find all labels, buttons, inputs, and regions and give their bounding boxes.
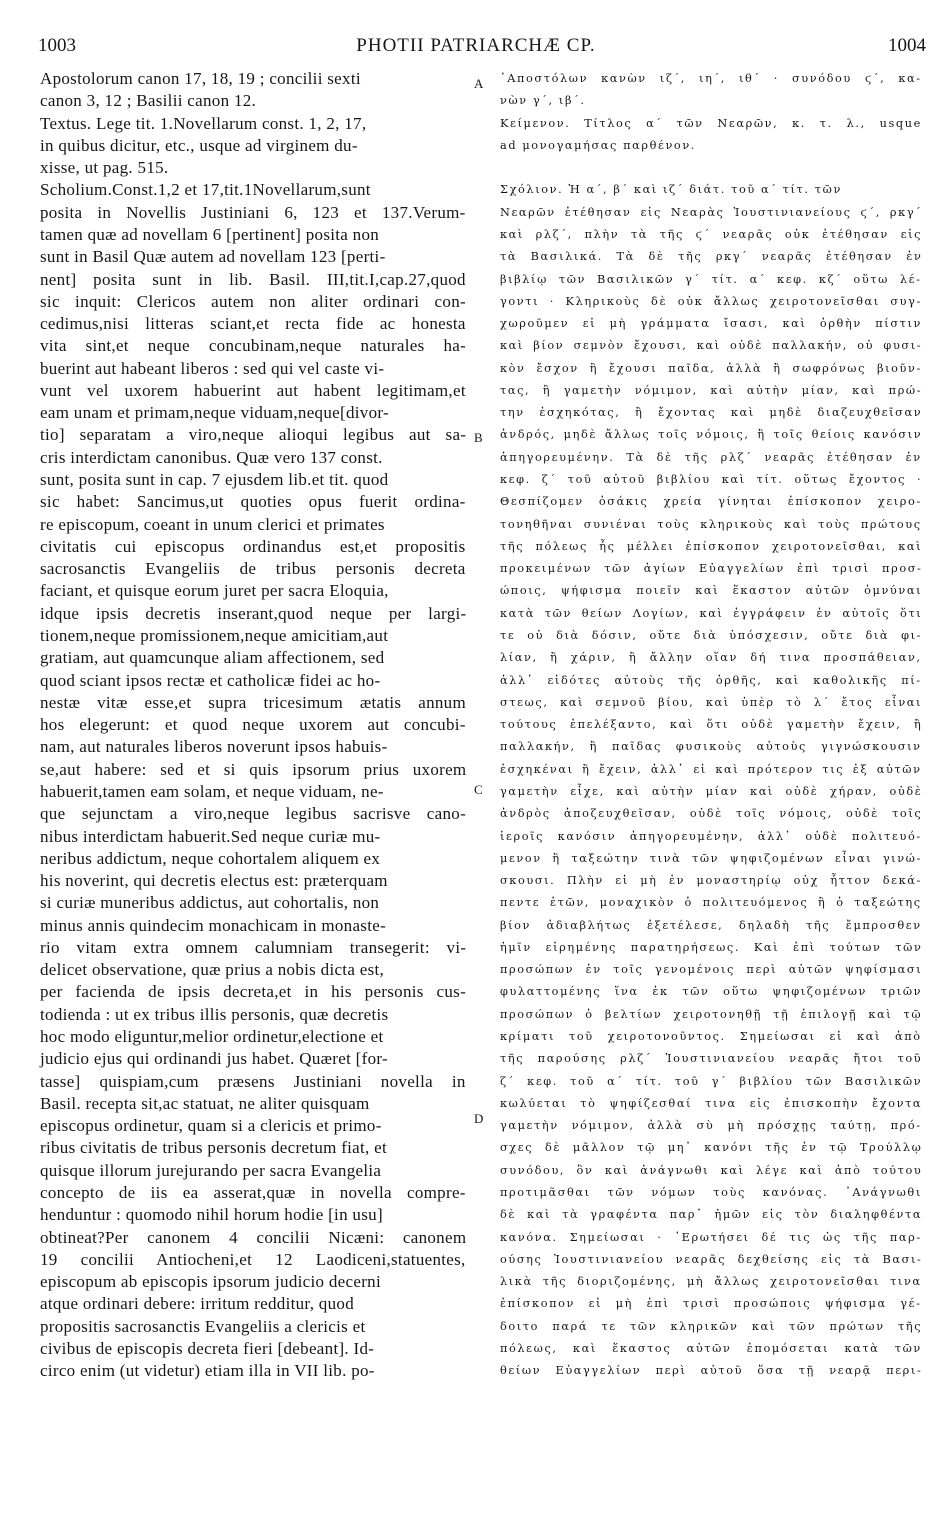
greek-line-29: στεως, καὶ σεμνοῦ βίου, καὶ ὑπὲρ τὸ λ΄ ἔτος εἶναι [500, 695, 923, 709]
latin-line-29: nestæ vitæ esse,et supra tricesimum ætatis annum [40, 692, 466, 712]
greek-line-30: τούτους ἐπελέξαντο, καὶ ὅτι οὐδὲ γαμετὴν ἔχειν, ἢ [500, 718, 923, 732]
latin-line-7: posita in Novellis Justiniani 6, 123 et 137.Verum- [40, 202, 466, 222]
latin-line-58: civibus de episcopis decreta fieri [debeant]. Id- [40, 1338, 375, 1358]
latin-line-25: idque ipsis decretis inserant,quod neque per largi- [40, 603, 467, 623]
greek-line-49: σχες δὲ μᾶλλον τῷ μη᾿ κανόνι τῆς ἐν τῷ Τρούλλῳ [500, 1141, 923, 1155]
greek-line-53: κανόνα. Σημείωσαι · ᾿Ερωτήσει δέ τις ὡς τῆς παρ- [500, 1230, 922, 1244]
greek-line-26: τε οὐ διὰ δόσιν, οὔτε διὰ ὑπόσχεσιν, οὔτε διὰ φι- [500, 629, 923, 642]
right-page-number: 1004 [888, 35, 926, 56]
greek-line-48: γαμετὴν νόμιμον, ἀλλὰ σὺ μὴ πρόσχῃς ταύτῃ, πρό- [500, 1119, 922, 1133]
greek-line-51: προτιμᾶσθαι τῶν νόμων τοὺς κανόνας. ᾿Ανάγνωθι [500, 1186, 922, 1199]
latin-line-31: nam, aut naturales liberos noverunt ipsos habuis- [40, 737, 388, 757]
latin-line-53: obtineat?Per canonem 4 concilii Nicæni: canonem [40, 1227, 467, 1247]
greek-line-6: Σχόλιον. Ἡ α΄, β΄ καὶ ιζ΄ διάτ. τοῦ α΄ τίτ. τῶν [500, 183, 842, 197]
latin-line-27: gratiam, aut quamcunque aliam affectionem, sed [40, 648, 385, 668]
greek-line-31: παλλακήν, ἢ παῖδας φυσικοὺς αὐτοὺς γιγνώσκουσιν [500, 740, 922, 754]
latin-line-1: Apostolorum canon 17, 18, 19 ; concilii sexti [40, 69, 361, 88]
latin-line-37: his noverint, qui decretis electus est: præterquam [40, 871, 388, 891]
greek-line-52: δὲ καὶ τὰ γραφέντα παρ᾿ ἡμῶν εἰς τὸν διαληφθέντα [500, 1208, 923, 1222]
greek-line-3: Κείμενον. Τίτλος α΄ τῶν Νεαρῶν, κ. τ. λ., usque [500, 116, 922, 130]
greek-line-12: χωροῦμεν εἰ μὴ γράμματα ἴσασι, καὶ ὀρθὴν πίστιν [500, 317, 922, 331]
latin-line-34: que sejunctam a viro,neque legibus sacrisve cano- [40, 804, 467, 824]
greek-line-34: ἀνδρὸς ἀποζευχθεῖσαν, οὐδὲ τοῖς νόμοις, οὐδὲ τοῖς [500, 807, 923, 821]
greek-line-40: ἡμῖν εἰρημένης παρατηρήσεως. Καὶ ἐπὶ τούτων τῶν [500, 940, 923, 954]
latin-line-9: sunt in Basil Quæ autem ad novellam 123 [perti- [40, 247, 386, 267]
greek-line-47: κωλύεται τὸ ψηφίζεσθαί τινα εἰς ἐπισκοπὴν ἔχοντα [500, 1096, 923, 1110]
greek-line-54: ούσης Ἰουστινιανείου νεαρᾶς δεχθείσης εἰς τὰ Βασι- [500, 1252, 923, 1266]
latin-line-40: rio vitam extra omnem calumniam transegerit: vi- [40, 937, 467, 957]
greek-line-57: δοιτο παρά τε τῶν κληρικῶν καὶ τῶν πρώτων τῆς [500, 1319, 923, 1333]
page-header [0, 0, 952, 70]
latin-line-35: nibus interdictam habuerit.Sed neque curiæ mu- [40, 826, 381, 846]
latin-line-28: quod sciant ipsos rectæ et catholicæ fidei ac ho- [40, 670, 381, 690]
margin-letter-c: C [474, 782, 483, 797]
latin-line-15: vunt vel uxorem habuerint aut habent legitimam,et [40, 380, 466, 400]
greek-line-22: τῆς πόλεως ἧς μέλλει ἐπίσκοπον χειροτονεῖσθαι, καὶ [500, 539, 923, 553]
latin-line-56: atque ordinari debere: irritum redditur, quod [40, 1294, 354, 1314]
greek-line-33: γαμετὴν εἶχε, καὶ αὐτὴν μίαν καὶ οὐδὲ χήραν, οὐδὲ [500, 784, 923, 798]
greek-line-55: λικὰ τῆς διοριζομένης, μὴ ἄλλως χειροτονεῖσθαι τινα [500, 1275, 922, 1289]
left-page-number: 1003 [38, 35, 76, 56]
latin-line-59: circo enim (ut videtur) etiam illa in VII lib. po- [40, 1361, 375, 1381]
latin-line-42: per facienda de ipsis decreta,et in his personis cus- [40, 982, 467, 1002]
latin-line-43: todienda : ut ex tribus illis personis, quæ decretis [40, 1004, 389, 1024]
latin-line-17: tio] separatam a viro,neque alioqui legibus aut sa- [40, 425, 467, 445]
greek-line-39: βίον ἀδιαβλήτως ἐξετέλεσε, δηλαδὴ τῆς ἔμπροσθεν [500, 918, 922, 932]
latin-line-51: concepto de iis ea asserat,quæ in novella compre- [40, 1183, 466, 1202]
greek-line-43: προσώπων ὁ βελτίων χειροτονηθῇ τῇ ἐπιλογῇ καὶ τῷ [500, 1007, 923, 1021]
greek-line-16: την ἐσχηκότας, ἢ ἔχοντας καὶ μηδὲ διαζευχθεῖσαν [500, 406, 923, 420]
greek-line-17: ἀνδρός, μηδὲ ἄλλως τοῖς νόμοις, ἢ τοῖς θείοις κανόσιν [500, 428, 923, 442]
greek-line-19: κεφ. ζ΄ τοῦ αὐτοῦ βιβλίου καὶ τίτ. οὕτως ἔχοντος · [500, 473, 923, 487]
greek-line-50: συνόδου, ὃν καὶ ἀνάγνωθι καὶ λέγε καὶ ἀπὸ τούτου [500, 1163, 923, 1177]
greek-line-10: βιβλίῳ τῶν Βασιλικῶν γ΄ τίτ. α΄ κεφ. κζ΄ οὕτω λέ- [500, 272, 922, 286]
latin-line-26: tionem,neque promissionem,neque amicitiam,aut [40, 626, 389, 645]
greek-line-59: θείων Εὐαγγελίων περὶ αὐτοῦ ὅσα τῇ νεαρᾷ περι- [500, 1364, 923, 1378]
greek-line-20: Θεσπίζομεν ὁσάκις χρεία γίνηται ἐπίσκοπον χειρο- [500, 495, 922, 509]
latin-line-48: episcopus ordinetur, quam si a clericis et primo- [40, 1116, 382, 1136]
latin-line-20: sic habet: Sancimus,ut quoties opus fuerit ordina- [40, 492, 466, 512]
greek-line-21: τονηθῆναι συνιέναι τοὺς κληρικοὺς καὶ τοὺς πρώτους [500, 517, 922, 531]
greek-line-9: τὰ Βασιλικά. Τὰ δὲ τῆς ρκγ΄ νεαρᾶς ἐτέθησαν ἐν [500, 250, 923, 264]
margin-letter-d: D [474, 1111, 484, 1126]
greek-line-56: ἐπίσκοπον εἰ μὴ ἐπὶ τρισὶ προσώποις ψήφισμα γέ- [500, 1297, 922, 1311]
latin-line-45: judicio ejus qui ordinandi jus habet. Quæret [for- [40, 1049, 388, 1069]
margin-letter-b: B [474, 430, 483, 445]
greek-line-27: λίαν, ἢ χάριν, ἢ ἄλλην οἵαν δή τινα προσπάθειαν, [500, 651, 922, 665]
latin-line-19: sunt, posita sunt in cap. 7 ejusdem lib.et tit. quod [40, 470, 389, 490]
greek-line-32: ἐσχηκέναι ἢ ἔχειν, ἀλλ᾿ εἰ καὶ πρότερον τις ἐξ αὐτῶν [500, 762, 922, 776]
latin-line-18: cris interdictam canonibus. Quæ vero 137 const. [40, 447, 383, 467]
greek-line-46: ζ΄ κεφ. τοῦ α΄ τίτ. τοῦ γ΄ βιβλίου τῶν Βασιλικῶν [500, 1074, 923, 1088]
latin-line-4: in quibus dicitur, etc., usque ad virginem du- [40, 135, 358, 155]
greek-line-23: προκειμένων τῶν ἁγίων Εὐαγγελίων ἐπὶ τρισὶ προσ- [500, 562, 923, 576]
greek-line-8: καὶ ρλζ΄, πλὴν τὰ τῆς ϛ΄ νεαρᾶς οὐκ ἐτέθησαν εἰς [500, 227, 923, 241]
greek-line-42: φυλαττομένης ἵνα ἐκ τῶν οὕτω ψηφιζομένων τριῶν [500, 985, 923, 999]
greek-line-4: ad μονογαμήσας παρθένον. [500, 138, 696, 152]
latin-line-39: minus annis quindecim monachicam in monaste- [40, 915, 387, 935]
greek-line-2: νὼν γ΄, ιβ΄. [500, 94, 586, 108]
greek-line-44: κρίματι τοῦ χειροτονοῦντος. Σημείωσαι εἰ καὶ ἀπὸ [500, 1030, 922, 1044]
latin-line-44: hoc modo eliguntur,melior ordinetur,electione et [40, 1027, 384, 1047]
latin-line-30: hos elegerunt: et quod neque uxorem aut concubi- [40, 715, 466, 735]
greek-line-14: κὸν ἔσχον ἢ ἔχουσι παῖδα, ἀλλὰ ἢ σωφρόνως βιοῦν- [500, 361, 922, 375]
greek-line-45: τῆς παρούσης ρλζ΄ Ἰουστινιανείου νεαρᾶς ἤτοι τοῦ [500, 1052, 923, 1066]
greek-line-25: κατὰ τῶν θείων Λογίων, καὶ ἐγγράφειν ἐν αὐτοῖς ὅτι [500, 606, 923, 620]
latin-line-50: quisque illorum jurejurando per sacra Evangelia [40, 1160, 382, 1180]
latin-line-57: propositis sacrosanctis Evangeliis a clericis et [40, 1316, 366, 1336]
latin-line-49: ribus civitatis de tribus personis decretum fiat, et [40, 1138, 388, 1158]
latin-line-3: Textus. Lege tit. 1.Novellarum const. 1, 2, 17, [40, 113, 367, 133]
greek-line-28: ἀλλ᾿ εἰδότες αὐτοὺς τῆς ὀρθῆς, καὶ καθολικῆς πί- [500, 673, 922, 687]
greek-line-35: ἱεροῖς κανόσιν ἀπηγορευμένην, ἀλλ᾿ οὐδὲ πολιτευό- [500, 829, 922, 843]
latin-line-33: habuerit,tamen eam solam, et neque viduam, ne- [40, 781, 384, 801]
latin-line-38: si curiæ muneribus addictus, aut cohortalis, non [40, 893, 380, 913]
latin-line-2: canon 3, 12 ; Basilii canon 12. [40, 91, 257, 111]
latin-line-21: re episcopum, coeant in unum clerici et primates [40, 514, 385, 534]
latin-line-36: neribus addictum, neque cohortalem aliquem ex [40, 848, 381, 868]
greek-line-1: ᾿Αποστόλων κανὼν ιζ΄, ιη΄, ιθ΄ · συνόδου ϛ΄, κα- [500, 72, 922, 85]
margin-letter-a: A [474, 76, 484, 91]
latin-line-41: delicet observatione, quæ prius a nobis dicta est, [40, 960, 385, 980]
greek-line-11: γοντι · Κληρικοὺς δὲ οὐκ ἄλλως χειροτονεῖσθαι συγ- [500, 294, 922, 308]
latin-line-32: se,aut habere: sed et si quis ipsorum prius uxorem [40, 759, 467, 779]
latin-line-46: tasse] quispiam,cum præsens Justiniani novella in [40, 1071, 466, 1091]
greek-line-58: πόλεως, καὶ ἕκαστος αὐτῶν ἐπομόσεται κατὰ τῶν [500, 1341, 922, 1355]
latin-line-52: henduntur : quomodo nihil horum hodie [in usu] [40, 1205, 383, 1225]
latin-line-23: sacrosanctis Evangeliis de tribus personis decreta [40, 559, 466, 579]
latin-line-55: episcopum ab episcopis ipsorum judicio decerni [40, 1272, 381, 1292]
greek-line-37: σκουσι. Πλὴν εἰ μὴ ἐν μοναστηρίῳ οὐχ ἧττον δεκά- [500, 874, 922, 888]
latin-line-47: Basil. recepta sit,ac statuat, ne aliter quisquam [40, 1093, 370, 1113]
greek-line-7: Νεαρῶν ἐτέθησαν εἰς Νεαρὰς Ἰουστινιανείους ϛ΄, ρκγ΄ [500, 205, 923, 219]
greek-line-18: ἀπηγορευμένην. Τὰ δὲ τῆς ρλζ΄ νεαρᾶς ἐτέθησαν ἐν [500, 450, 922, 464]
greek-line-13: καὶ βίον σεμνὸν ἔχουσι, καὶ οὐδὲ παλλακήν, οὐ φυσι- [500, 339, 923, 353]
latin-line-12: cedimus,nisi litteras sciant,et recta fide ac honesta [40, 314, 466, 334]
latin-line-24: faciant, et quisque eorum juret per sacra Eloquia, [40, 581, 389, 601]
greek-line-38: πεντε ἐτῶν, μοναχικὸν ὁ πολιτευόμενος ἢ ὁ ταξεώτης [500, 896, 922, 910]
latin-line-54: 19 concilii Antiocheni,et 12 Laodiceni,statuentes, [40, 1249, 466, 1269]
greek-line-15: τας, ἢ γαμετὴν νόμιμον, καὶ αὐτὴν μίαν, καὶ πρώ- [500, 383, 923, 397]
latin-line-5: xisse, ut pag. 515. [40, 158, 169, 178]
greek-line-24: ώποις, ψήφισμα ποιεῖν καὶ ἕκαστον αὐτῶν ὀμνύναι [500, 584, 923, 598]
running-title: PHOTII PATRIARCHÆ CP. [356, 35, 596, 56]
greek-line-41: προσώπων ἐν τοῖς γενομένοις περὶ αὐτῶν ψηφίσμασι [500, 963, 923, 977]
latin-line-22: civitatis cui episcopus ordinandus est,et propositis [40, 536, 466, 556]
latin-line-14: buerint aut habeant liberos : sed qui vel caste vi- [40, 358, 385, 378]
latin-line-13: vita sint,et neque concubinam,neque naturales ha- [40, 336, 467, 356]
latin-line-8: tamen quæ ad novellam 6 [pertinent] posita non [40, 224, 380, 244]
latin-line-11: sic inquit: Clericos autem non aliter ordinari con- [40, 291, 466, 311]
latin-line-6: Scholium.Const.1,2 et 17,tit.1Novellarum,sunt [40, 180, 371, 200]
greek-line-36: μενον ἢ ταξεώτην τινὰ τῶν ψηφιζομένων εἶναι γινώ- [500, 851, 922, 865]
latin-line-10: nent] posita sunt in lib. Basil. III,tit.I,cap.27,quod [40, 269, 466, 289]
latin-line-16: eam unam et primam,neque viduam,neque[divor- [40, 403, 389, 423]
